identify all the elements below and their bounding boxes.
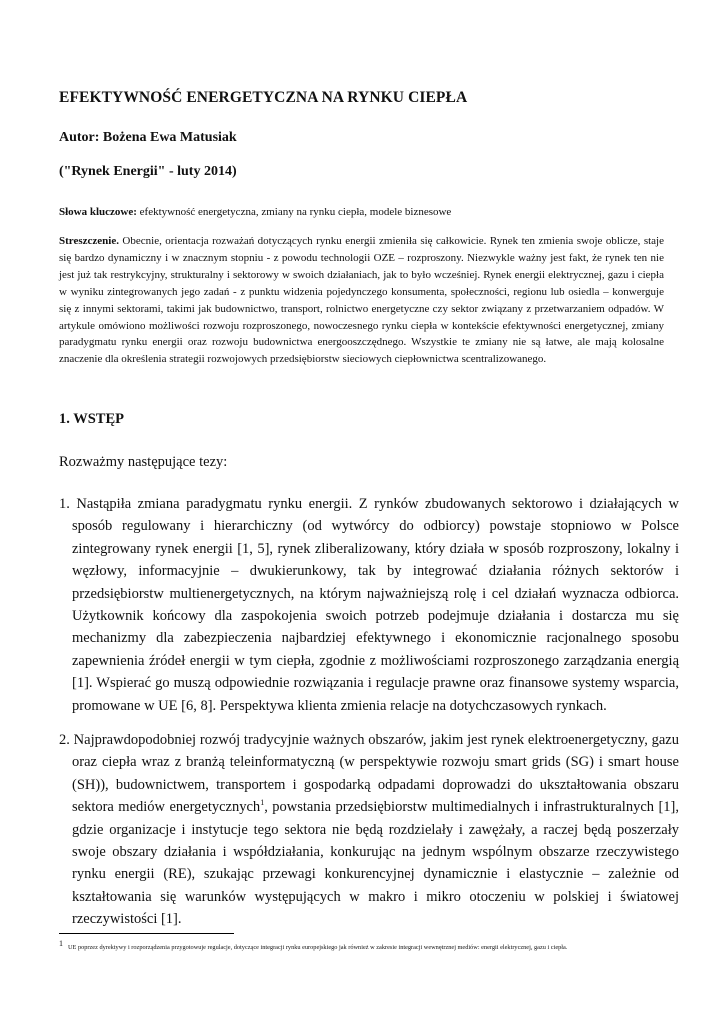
section-heading: 1. WSTĘP — [59, 411, 125, 427]
keywords-label: Słowa kluczowe: — [59, 206, 137, 218]
thesis-item-2 — [59, 729, 679, 931]
footnote — [59, 939, 669, 951]
keywords-paragraph — [59, 206, 664, 218]
footnote-text: UE poprzez dyrektywy i rozporządzenia przygotowuje regulacje, dotyczące integracji rynku europejskiego jak również w zakresie integracji wewnętrznej mediów: energii elektrycznej, gazu i ciepła. — [68, 944, 568, 952]
keywords-text: efektywność energetyczna, zmiany na rynku ciepła, modele biznesowe — [136, 206, 452, 218]
thesis-item-1: 1. Nastąpiła zmiana paradygmatu rynku energii. Z rynków zbudowanych sektorowo i działających w sposób regulowany i hierarchiczny (od wytwórcy do odbiorcy) powstaje stopniowo w Polsce zintegrowany rynek energii [1, 5], rynek zliberalizowany, który działa w sposób rozproszony, lokalny i węzłowy, informacyjnie – dwukierunkowy, tak by integrować działania różnych sektorów i przedsiębiorstw multienergetycznych, na którym najważniejszą rolę i cel działań wyznacza odbiorca. Użytkownik końcowy dla zaspokojenia swoich potrzeb podejmuje działania i dostarcza mu się mechanizmy dla zabezpieczenia najbardziej efektywnego i ekonomicznie racjonalnego sposobu zapewnienia źródeł energii w tym ciepła, zgodnie z możliwościami rozproszonego zarządzania energią [1]. Wspierać go muszą odpowiednie rozwiązania i regulacje prawne oraz finansowe systemy wsparcia, promowane w UE [6, 8]. Perspektywa klienta zmienia relacje na dotychczasowych rynkach. — [59, 496, 679, 714]
footnote-divider — [59, 933, 234, 934]
section-intro: Rozważmy następujące tezy: — [59, 454, 228, 470]
article-source: ("Rynek Energii" - luty 2014) — [59, 164, 237, 179]
thesis-item-2-text-a: 2. Najprawdopodobniej rozwój tradycyjnie ważnych obszarów, jakim jest rynek elektroenergetyczny, gazu oraz ciepła wraz z branżą teleinformatyczną (w perspektywie rozwoju smart grids (SG) i smart house (SH)), budownictwem, transportem i gospodarką odpadami doprowadzi do ukształtowania obszaru sektora mediów energetycznych — [59, 732, 679, 816]
thesis-item-2-text-b: , powstania przedsiębiorstw multimedialnych i infrastrukturalnych [1], gdzie organizacje i instytucje tego sektora nie będą rozdzielały i zawężały, a raczej będą poszerzały swoje obszary działania i współdziałania, konkurując na jednym wspólnym obszarze rzeczywistego rynku energii (RE), szukając przewagi konkurencyjnej dynamicznie i elastycznie – zależnie od kształtowania się warunków występujących w makro i mikro otoczeniu w polskiej i światowej rzeczywistości [1]. — [72, 799, 679, 928]
abstract-text: Obecnie, orientacja rozważań dotyczących rynku energii zmieniła się całkowicie. Rynek ten zmienia swoje oblicze, staje się bardzo dynamiczny i w znacznym stopniu - z powodu technologii OZE – rozproszony. Niezwykle ważny jest fakt, że rynek ten nie jest już tak restrykcyjny, strukturalny i sektorowy w swoich działaniach, jak to było wcześniej. Rynek energii elektrycznej, gazu i ciepła w wyniku zintegrowanych jego zadań - z punktu widzenia pojedynczego konsumenta, społeczności, regionu lub osiedla – konwerguje się z innymi sektorami, takimi jak budownictwo, transport, rolnictwo energetyczne czy sektor związany z przetwarzaniem odpadów. W artykule omówiono możliwości rozwoju rozproszonego, nowoczesnego rynku ciepła w kontekście efektywności energetycznej, zmiany paradygmatu rynku energii oraz rozwoju budownictwa energooszczędnego. Wszystkie te zmiany nie są łatwe, ale mają kolosalne znaczenie dla określenia strategii rozwojowych przedsiębiorstw sieciowych ciepłownictwa scentralizowanego. — [59, 235, 664, 366]
article-author: Autor: Bożena Ewa Matusiak — [59, 130, 237, 145]
abstract-paragraph — [59, 233, 664, 368]
article-title: EFEKTYWNOŚĆ ENERGETYCZNA NA RYNKU CIEPŁA — [59, 89, 468, 106]
footnote-mark: 1 — [59, 939, 63, 948]
footnote-reference[interactable]: 1 — [260, 798, 265, 808]
abstract-label: Streszczenie. — [59, 235, 119, 247]
